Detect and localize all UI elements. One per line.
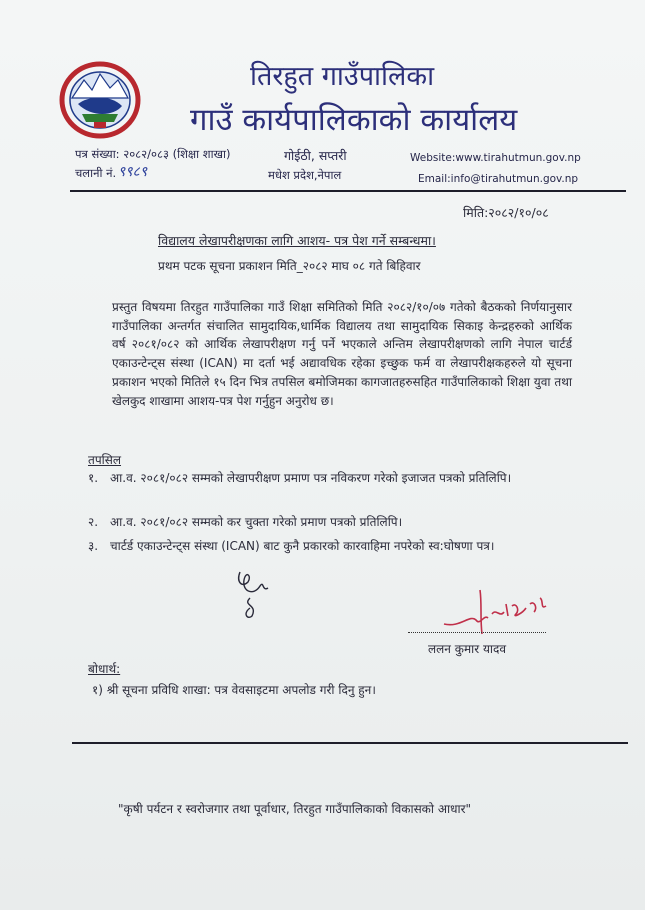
subject-line: विद्यालय लेखापरीक्षणका लागि आशय- पत्र पेश गर्ने सम्बन्धमा। <box>158 233 436 248</box>
body-paragraph: प्रस्तुत विषयमा तिरहुत गाउँपालिका गाउँ शिक्षा समितिको मिति २०८२/१०/०७ गतेको बैठकको निर्णयानुसार गाउँपालिका अन्तर्गत संचालित सामुदायिक,धार्मिक विद्यालय तथा सामुदायिक सिकाइ केन्द्रहरुको आर्थिक वर्ष २०८१/०८२ को आर्थिक लेखापरीक्षण गर्नु पर्ने भएकाले अन्तिम लेखापरीक्षणको लागि नेपाल चार्टर्ड एकाउन्टेन्ट्स संस्था (ICAN) मा दर्ता भई अद्यावधिक रहेका इच्छुक फर्म वा लेखापरीक्षकहरुले यो सूचना प्रकाशन भएको मितिले १५ दिन भित्र तपसिल बमोजिमका कागजातहरुसहित गाउँपालिकाको शिक्षा युवा तथा खेलकुद शाखामा आशय-पत्र पेश गर्नुहुन अनुरोध छ। <box>112 300 572 408</box>
header-divider <box>70 190 626 192</box>
email-text: Email:info@tirahutmun.gov.np <box>418 173 579 185</box>
annex-item-text: आ.व. २०८१/०८२ सम्मको लेखापरीक्षण प्रमाण पत्र नविकरण गरेको इजाजत पत्रको प्रतिलिपि। <box>110 471 512 485</box>
cc-item: १) श्री सूचना प्रविधि शाखा: पत्र वेवसाइटमा अपलोड गरी दिनु हुन। <box>92 683 376 697</box>
annex-item <box>88 536 578 556</box>
signature-line <box>408 632 546 633</box>
dispatch-number-value: ९९८९ <box>118 164 148 180</box>
cc-heading: बोधार्थ: <box>88 662 121 676</box>
annex-heading: तपसिल <box>88 453 122 467</box>
address-line-2: मधेश प्रदेश,नेपाल <box>268 168 342 182</box>
footer-slogan: "कृषी पर्यटन र स्वरोजगार तथा पूर्वाधार, तिरहुत गाउँपालिकाको विकासको आधार" <box>118 802 472 816</box>
publication-note: प्रथम पटक सूचना प्रकाशन मिति_२०८२ माघ ०८ गते बिहिवार <box>158 259 421 273</box>
address-line-1: गोईठी, सप्तरी <box>284 148 347 163</box>
annex-item <box>88 512 578 532</box>
dispatch-number-label: चलानी नं. <box>75 166 117 180</box>
signatory-name: ललन कुमार यादव <box>428 642 507 656</box>
annex-item-text: चार्टर्ड एकाउन्टेन्ट्स संस्था (ICAN) बाट कुनै प्रकारको कारवाहिमा नपरेको स्व:घोषणा पत्र। <box>110 539 495 553</box>
reference-number: पत्र संख्या: २०८२/०८३ (शिक्षा शाखा) <box>75 147 231 161</box>
letter-date: मिति:२०८२/१०/०८ <box>463 205 549 220</box>
annex-item <box>88 468 578 488</box>
footer-divider <box>72 742 628 744</box>
handwritten-initial <box>232 566 276 622</box>
annex-item-number: ३. <box>88 539 99 553</box>
office-title: गाउँ कार्यपालिकाको कार्यालय <box>190 102 518 138</box>
annex-item-number: २. <box>88 515 99 529</box>
nepal-emblem-icon <box>58 58 142 140</box>
website-text: Website:www.tirahutmun.gov.np <box>410 152 581 164</box>
office-name: तिरहुत गाउँपालिका <box>250 61 435 92</box>
annex-item-number: १. <box>88 471 99 485</box>
annex-item-text: आ.व. २०८१/०८२ सम्मको कर चुक्ता गरेको प्रमाण पत्रको प्रतिलिपि। <box>110 515 403 529</box>
